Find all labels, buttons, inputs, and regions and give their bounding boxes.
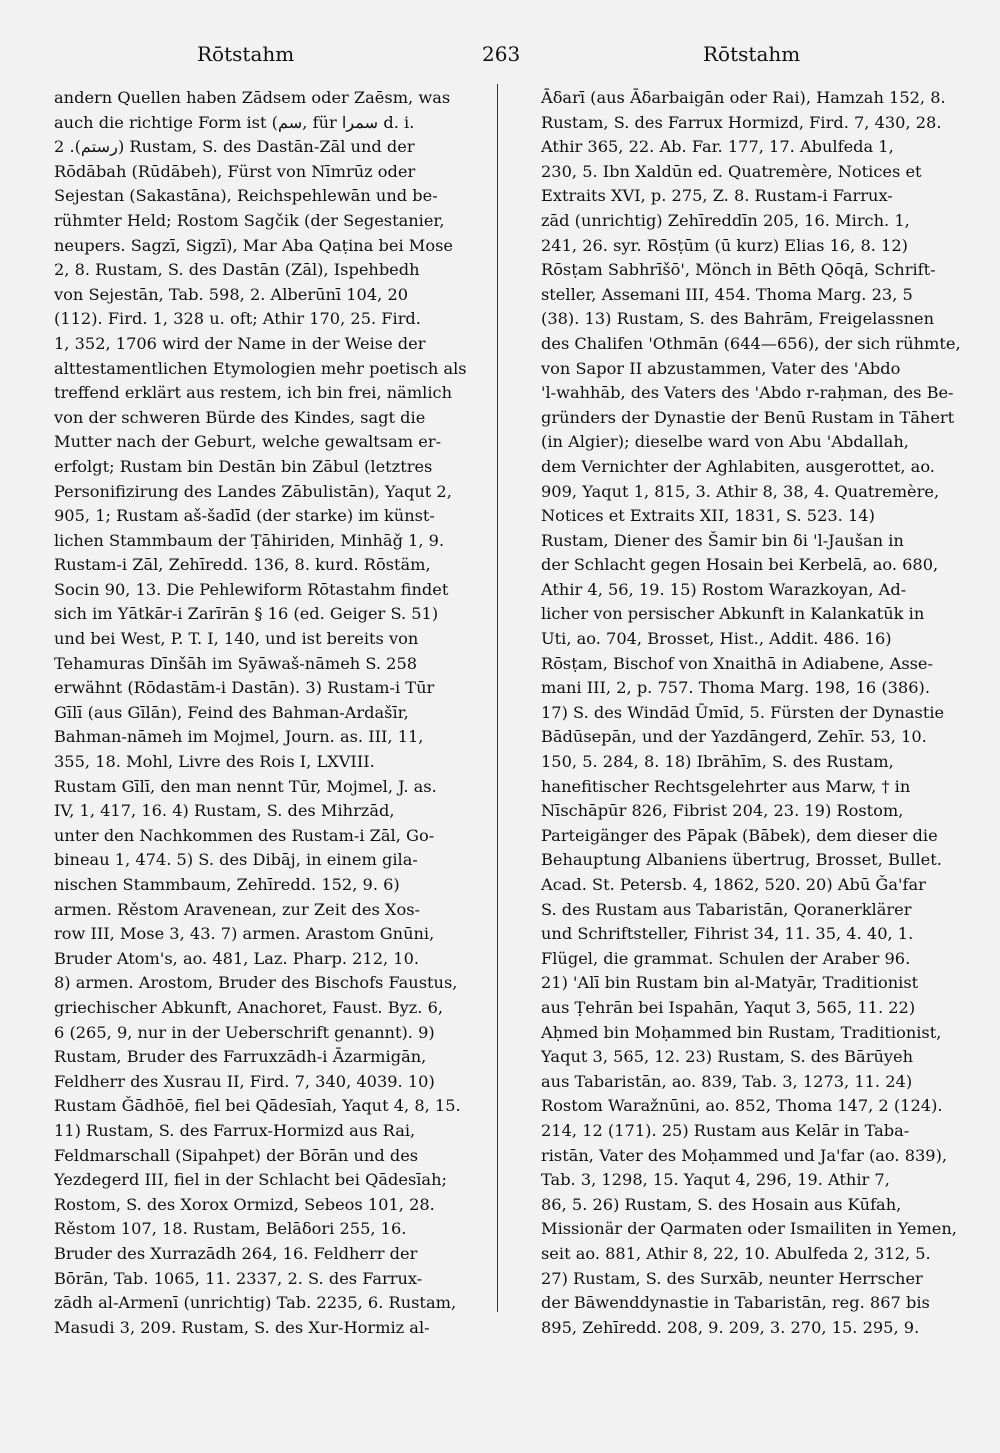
text-line: (112). Fird. 1, 328 u. oft; Athir 170, 25. Fird. — [54, 309, 421, 329]
text-line: Gīlī (aus Gīlān), Feind des Bahman-Ardašīr, — [54, 702, 409, 722]
text-line: Athir 365, 22. Ab. Far. 177, 17. Abulfeda 1, — [541, 137, 894, 157]
text-line: Tab. 3, 1298, 15. Yaqut 4, 296, 19. Athir 7, — [541, 1170, 890, 1190]
text-line: 2, 8. Rustam, S. des Dastān (Zāl), Ispehbedh — [54, 260, 420, 280]
text-line: von der schweren Bürde des Kindes, sagt die — [54, 407, 426, 427]
text-line: Yezdegerd III, fiel in der Schlacht bei Qādesīah; — [54, 1170, 447, 1190]
text-line: Aḥmed bin Moḥammed bin Rustam, Traditionist, — [541, 1022, 942, 1042]
running-head-right: Rōtstahm — [703, 42, 801, 66]
text-line: unter den Nachkommen des Rustam-i Zāl, Go- — [54, 825, 435, 845]
text-line: 6 (265, 9, nur in der Ueberschrift genannt). 9) — [54, 1022, 435, 1042]
text-line: row III, Mose 3, 43. 7) armen. Arastom Gnūni, — [54, 924, 435, 944]
text-line: ristān, Vater des Moḥammed und Ja'far (ao. 839), — [541, 1145, 948, 1165]
text-line: Notices et Extraits XII, 1831, S. 523. 14) — [541, 506, 875, 526]
text-line: Nīschāpūr 826, Fibrist 204, 23. 19) Rostom, — [541, 801, 904, 821]
text-line: Tehamuras Dīnšāh im Syāwaš-nāmeh S. 258 — [54, 653, 418, 673]
text-line: Flügel, die grammat. Schulen der Araber 96. — [541, 948, 911, 968]
text-line: griechischer Abkunft, Anachoret, Faust. Byz. 6, — [54, 997, 444, 1017]
text-line: 17) S. des Windād Ūmīd, 5. Fürsten der Dynastie — [541, 702, 945, 722]
text-line: Extraits XVI, p. 275, Z. 8. Rustam-i Farrux- — [541, 186, 893, 206]
text-line: Sejestan (Sakastāna), Reichspehlewān und be- — [54, 186, 438, 206]
text-line: 214, 12 (171). 25) Rustam aus Kelār in Taba- — [541, 1120, 910, 1140]
text-line: Rustam, Bruder des Farruxzādh-i Āzarmigān, — [54, 1047, 427, 1067]
text-line: Uti, ao. 704, Brosset, Hist., Addit. 486. 16) — [541, 629, 892, 649]
text-line: zād (unrichtig) Zehīreddīn 205, 16. Mirch. 1, — [541, 210, 910, 230]
text-line: Rustam, Diener des Šamir bin δi 'l-Jaušan in — [541, 530, 904, 550]
text-line: zādh al-Armenī (unrichtig) Tab. 2235, 6. Rustam, — [54, 1293, 457, 1313]
text-line: Feldherr des Xusrau II, Fird. 7, 340, 4039. 10) — [54, 1071, 435, 1091]
text-line: Parteigänger des Pāpak (Bābek), dem dieser die — [541, 825, 938, 845]
text-line: lichen Stammbaum der Ṭāhiriden, Minhāǧ 1, 9. — [54, 530, 445, 550]
text-line: 'l-wahhāb, des Vaters des 'Abdo r-raḥman, des Be- — [541, 383, 954, 403]
text-line: und bei West, P. T. I, 140, und ist bereits von — [54, 629, 419, 649]
text-line: Behauptung Albaniens übertrug, Brosset, Bullet. — [541, 850, 942, 870]
text-line: Rōsṭam, Bischof von Xnaithā in Adiabene, Asse- — [541, 653, 933, 673]
text-line: aus Tabaristān, ao. 839, Tab. 3, 1273, 11. 24) — [541, 1071, 913, 1091]
text-line: Bruder Atom's, ao. 481, Laz. Pharp. 212, 10. — [54, 948, 420, 968]
text-line: 150, 5. 284, 8. 18) Ibrāhīm, S. des Rustam, — [541, 752, 894, 772]
text-line: Rěstom 107, 18. Rustam, Belāδori 255, 16. — [54, 1219, 407, 1239]
text-line: andern Quellen haben Zādsem oder Zaēsm, was — [54, 88, 451, 107]
text-line: 11) Rustam, S. des Farrux-Hormizd aus Rai, — [54, 1120, 416, 1140]
running-head-left: Rōtstahm — [197, 42, 295, 66]
text-line: Bādūsepān, und der Yazdāngerd, Zehīr. 53, 10. — [541, 727, 927, 747]
text-line: Bōrān, Tab. 1065, 11. 2337, 2. S. des Farrux- — [54, 1268, 423, 1288]
text-line: 241, 26. syr. Rōsṭūm (ū kurz) Elias 16, 8. 12) — [541, 235, 908, 255]
text-line: (38). 13) Rustam, S. des Bahrām, Freigelassnen — [541, 309, 935, 329]
text-line: Rustam Ǧādhōē, fiel bei Qādesīah, Yaqut 4, 8, 15. — [54, 1096, 461, 1116]
text-line: seit ao. 881, Athir 8, 22, 10. Abulfeda 2, 312, 5. — [541, 1243, 931, 1263]
text-line: sich im Yātkār-i Zarīrān § 16 (ed. Geiger S. 51) — [54, 604, 439, 624]
text-line: dem Vernichter der Aghlabiten, ausgerottet, ao. — [541, 456, 935, 476]
page-header — [0, 38, 1000, 72]
text-line: Masudi 3, 209. Rustam, S. des Xur-Hormiz al- — [54, 1317, 430, 1337]
text-line: 895, Zehīredd. 208, 9. 209, 3. 270, 15. 295, 9. — [541, 1317, 920, 1337]
text-line: des Chalifen 'Othmān (644—656), der sich rühmte, — [541, 333, 961, 353]
text-line: rühmter Held; Rostom Sagčik (der Segestanier, — [54, 210, 445, 230]
text-line: Rōsṭam Sabhrīšō', Mönch in Bēth Qōqā, Schrift- — [541, 260, 936, 280]
text-line: auch die richtige Form ist (سم, für سمرا d. i. — [54, 112, 415, 132]
text-line: der Schlacht gegen Hosain bei Kerbelā, ao. 680, — [541, 555, 939, 575]
text-line: Bahman-nāmeh im Mojmel, Journ. as. III, 11, — [54, 727, 424, 747]
text-line: Mutter nach der Geburt, welche gewaltsam er- — [54, 432, 442, 452]
text-line: und Schriftsteller, Fihrist 34, 11. 35, 4. 40, 1. — [541, 924, 914, 944]
column-divider — [497, 84, 498, 1312]
text-line: Socin 90, 13. Die Pehlewiform Rōtastahm findet — [54, 579, 449, 599]
text-line: Missionär der Qarmaten oder Ismailiten in Yemen, — [541, 1219, 957, 1239]
text-line: IV, 1, 417, 16. 4) Rustam, S. des Mihrzād, — [54, 801, 395, 821]
text-line: aus Ṭehrān bei Ispahān, Yaqut 3, 565, 11. 22) — [541, 997, 916, 1017]
text-line: Rostom Waražnūni, ao. 852, Thoma 147, 2 (124). — [541, 1096, 943, 1116]
text-line: Rostom, S. des Xorox Ormizd, Sebeos 101, 28. — [54, 1194, 435, 1214]
text-line: Rustam, S. des Farrux Hormizd, Fird. 7, 430, 28. — [541, 112, 942, 132]
text-line: Rustam-i Zāl, Zehīredd. 136, 8. kurd. Rōstäm, — [54, 555, 431, 575]
text-line: Rōdābah (Rūdābeh), Fürst von Nīmrūz oder — [54, 161, 416, 181]
text-line: von Sapor II abzustammen, Vater des 'Abdo — [541, 358, 901, 378]
text-line: 86, 5. 26) Rustam, S. des Hosain aus Kūfah, — [541, 1194, 902, 1214]
text-line: hanefitischer Rechtsgelehrter aus Marw, † in — [541, 776, 911, 796]
text-line: S. des Rustam aus Tabaristān, Qoranerklärer — [541, 899, 912, 919]
text-line: 355, 18. Mohl, Livre des Rois I, LXVIII. — [54, 752, 375, 772]
text-line: Personifizirung des Landes Zābulistān), Yaqut 2, — [54, 481, 452, 501]
text-line: Athir 4, 56, 19. 15) Rostom Warazkoyan, Ad- — [541, 579, 907, 599]
text-line: Bruder des Xurrazādh 264, 16. Feldherr der — [54, 1243, 418, 1263]
text-line: gründers der Dynastie der Benū Rustam in Tāhert — [541, 407, 955, 427]
text-line: Yaqut 3, 565, 12. 23) Rustam, S. des Bārūyeh — [541, 1047, 914, 1067]
text-line: Rustam Gīlī, den man nennt Tūr, Mojmel, J. as. — [54, 776, 437, 796]
text-line: Āδarī (aus Āδarbaigān oder Rai), Hamzah 152, 8. — [541, 88, 946, 107]
text-line: alttestamentlichen Etymologien mehr poetisch als — [54, 358, 467, 378]
text-line: armen. Rěstom Aravenean, zur Zeit des Xos- — [54, 899, 420, 919]
text-line: treffend erklärt aus restem, ich bin frei, nämlich — [54, 383, 453, 403]
text-line: 905, 1; Rustam aš-šadīd (der starke) im künst- — [54, 506, 435, 526]
text-line: nischen Stammbaum, Zehīredd. 152, 9. 6) — [54, 875, 400, 894]
text-line: erfolgt; Rustam bin Destān bin Zābul (letztres — [54, 456, 433, 476]
text-line: 8) armen. Arostom, Bruder des Bischofs Faustus, — [54, 973, 458, 993]
text-line: mani III, 2, p. 757. Thoma Marg. 198, 16 (386). — [541, 678, 930, 698]
text-line: bineau 1, 474. 5) S. des Dibāj, in einem gila- — [54, 850, 418, 870]
text-line: licher von persischer Abkunft in Kalankatūk in — [541, 604, 925, 624]
text-line: 27) Rustam, S. des Surxāb, neunter Herrscher — [541, 1268, 923, 1288]
right-column — [541, 86, 961, 1340]
text-line: 21) 'Alī bin Rustam bin al-Matyār, Traditionist — [541, 973, 919, 993]
text-line: erwähnt (Rōdastām-i Dastān). 3) Rustam-i Tūr — [54, 678, 435, 698]
text-line: steller, Assemani III, 454. Thoma Marg. 23, 5 — [541, 284, 913, 304]
text-line: (in Algier); dieselbe ward von Abu 'Abdallah, — [541, 432, 909, 452]
text-line: 1, 352, 1706 wird der Name in der Weise der — [54, 333, 426, 353]
text-line: neupers. Sagzī, Sigzī), Mar Aba Qaṭina bei Mose — [54, 235, 454, 255]
text-line: Feldmarschall (Sipahpet) der Bōrān und des — [54, 1145, 419, 1165]
text-line: 230, 5. Ibn Xaldūn ed. Quatremère, Notices et — [541, 161, 922, 181]
left-column — [54, 86, 474, 1340]
page-number: 263 — [482, 42, 521, 66]
text-line: Acad. St. Petersb. 4, 1862, 520. 20) Abū Ǧa'far — [541, 875, 926, 894]
text-line: von Sejestān, Tab. 598, 2. Alberūnī 104, 20 — [54, 284, 409, 304]
text-line: 909, Yaqut 1, 815, 3. Athir 8, 38, 4. Quatremère, — [541, 481, 940, 501]
text-line: der Bāwenddynastie in Tabaristān, reg. 867 bis — [541, 1293, 930, 1313]
text-line: رستم). 2) Rustam, S. des Dastān-Zāl und der — [54, 137, 415, 157]
